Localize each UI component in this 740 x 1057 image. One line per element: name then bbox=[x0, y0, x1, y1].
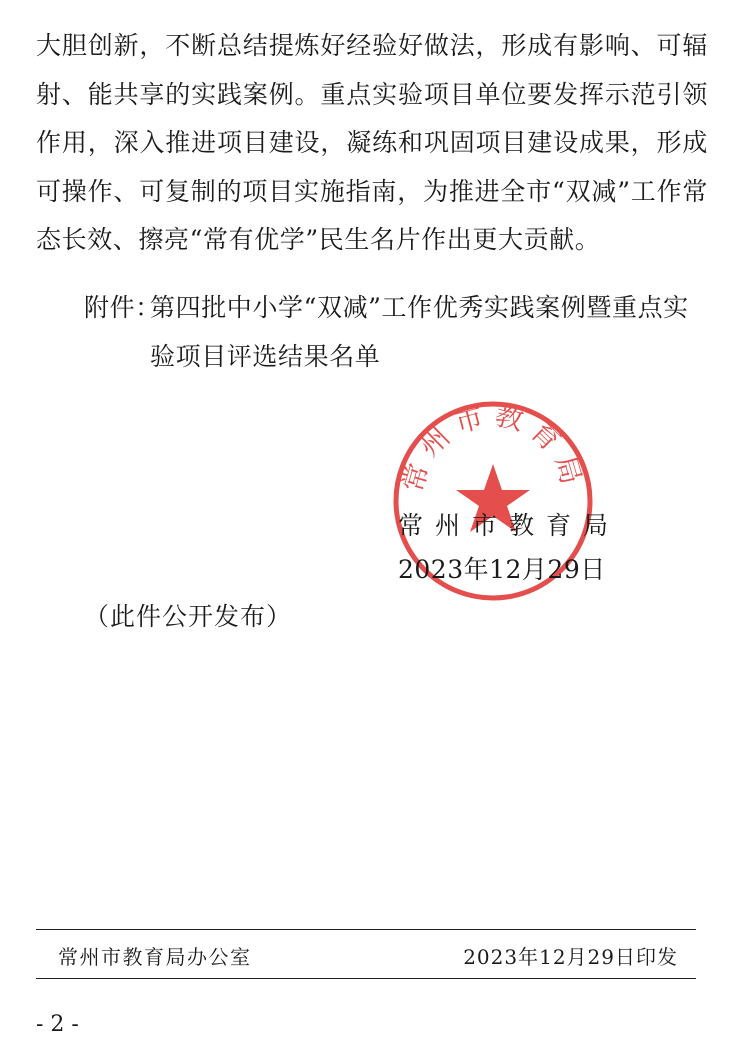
footer-top-rule bbox=[36, 929, 696, 930]
page-number: - 2 - bbox=[36, 1012, 79, 1037]
public-release-note: （此件公开发布） bbox=[84, 602, 293, 631]
body-paragraph: 大胆创新，不断总结提炼好经验好做法，形成有影响、可辐射、能共享的实践案例。重点实验项目单位要发挥示范引领作用，深入推进项目建设，凝练和巩固项目建设成果，形成可操作、可复制的项目实施指南，为推进全市“双减”工作常态长效、擦亮“常有优学”民生名片作出更大贡献。 bbox=[36, 31, 708, 254]
footer-bottom-rule bbox=[36, 978, 696, 979]
footer-issue-date: 2023年12月29日印发 bbox=[463, 945, 678, 969]
signature-org: 常州市教育局 bbox=[398, 511, 621, 540]
footer-issuer: 常州市教育局办公室 bbox=[58, 945, 252, 969]
seal-text-path: 常州市教育局 bbox=[395, 398, 591, 496]
signature-date: 2023年12月29日 bbox=[398, 555, 606, 584]
attachment-title: 第四批中小学“双减”工作优秀实践案例暨重点实验项目评选结果名单 bbox=[150, 293, 689, 371]
attachment-label: 附件： bbox=[84, 293, 161, 322]
